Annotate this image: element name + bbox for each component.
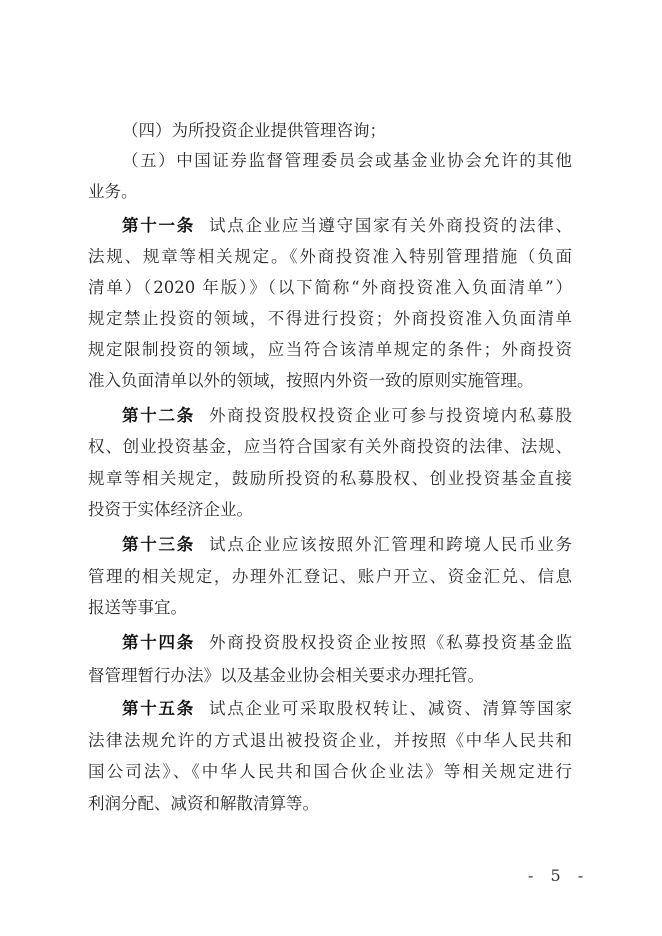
paragraph-line xyxy=(88,180,572,204)
paragraph-text: （四）为所投资企业提供管理咨询； xyxy=(122,121,386,140)
paragraph-text: 利润分配、减资和解散清算等。 xyxy=(88,794,319,813)
paragraph-text: 管理的相关规定，办理外汇登记、账户开立、资金汇兑、信息 xyxy=(88,567,572,586)
paragraph-text: 督管理暂行办法》以及基金业协会相关要求办理托管。 xyxy=(88,666,484,685)
paragraph-first-line xyxy=(122,119,572,143)
paragraph-text: 试点企业应该按照外汇管理和跨境人民币业务 xyxy=(208,535,573,554)
paragraph-text: 试点企业可采取股权转让、减资、清算等国家 xyxy=(208,699,573,718)
paragraph-text: 投资于实体经济企业。 xyxy=(88,500,253,519)
article-label: 第十三条 xyxy=(122,535,195,554)
paragraph-text: 法规、规章等相关规定。《外商投资准入特别管理措施（负面 xyxy=(88,247,572,266)
paragraph-line xyxy=(88,596,572,620)
paragraph-text: 清单）（2020 年版）》（以下简称“外商投资准入负面清单”） xyxy=(88,278,572,297)
paragraph-text: 外商投资股权投资企业按照《私募投资基金监 xyxy=(208,633,573,652)
paragraph-text: 报送等事宜。 xyxy=(88,598,187,617)
paragraph-line xyxy=(88,245,572,269)
paragraph-first-line xyxy=(122,697,572,721)
paragraph-line xyxy=(88,369,572,393)
paragraph-first-line xyxy=(122,149,572,173)
paragraph-line xyxy=(88,729,572,753)
paragraph-text: 国公司法》、《中华人民共和国合伙企业法》等相关规定进行 xyxy=(88,762,572,781)
paragraph-line xyxy=(88,792,572,816)
paragraph-first-line xyxy=(122,404,572,428)
paragraph-text: （五）中国证券监督管理委员会或基金业协会允许的其他 xyxy=(122,151,572,170)
page-number: - 5 - xyxy=(528,866,590,885)
article-label: 第十二条 xyxy=(122,406,195,425)
paragraph-line xyxy=(88,338,572,362)
paragraph-line xyxy=(88,664,572,688)
paragraph-text: 规定禁止投资的领域，不得进行投资；外商投资准入负面清单 xyxy=(88,309,572,328)
paragraph-first-line xyxy=(122,533,572,557)
paragraph-line xyxy=(88,307,572,331)
paragraph-text: 业务。 xyxy=(88,182,138,201)
paragraph-line xyxy=(88,565,572,589)
paragraph-line xyxy=(88,498,572,522)
paragraph-text: 准入负面清单以外的领域，按照内外资一致的原则实施管理。 xyxy=(88,371,534,390)
paragraph-text: 权、创业投资基金，应当符合国家有关外商投资的法律、法规、 xyxy=(88,437,572,456)
article-label: 第十一条 xyxy=(122,216,195,235)
paragraph-first-line xyxy=(122,214,572,238)
paragraph-text: 法律法规允许的方式退出被投资企业，并按照《中华人民共和 xyxy=(88,731,572,750)
paragraph-first-line xyxy=(122,631,572,655)
paragraph-line xyxy=(88,435,572,459)
paragraph-line xyxy=(88,467,572,491)
paragraph-line xyxy=(88,760,572,784)
article-label: 第十五条 xyxy=(122,699,195,718)
paragraph-text: 规章等相关规定，鼓励所投资的私募股权、创业投资基金直接 xyxy=(88,469,572,488)
paragraph-text: 规定限制投资的领域，应当符合该清单规定的条件；外商投资 xyxy=(88,340,572,359)
article-label: 第十四条 xyxy=(122,633,195,652)
paragraph-text: 外商投资股权投资企业可参与投资境内私募股 xyxy=(208,406,573,425)
paragraph-line xyxy=(88,276,572,300)
paragraph-text: 试点企业应当遵守国家有关外商投资的法律、 xyxy=(208,216,573,235)
